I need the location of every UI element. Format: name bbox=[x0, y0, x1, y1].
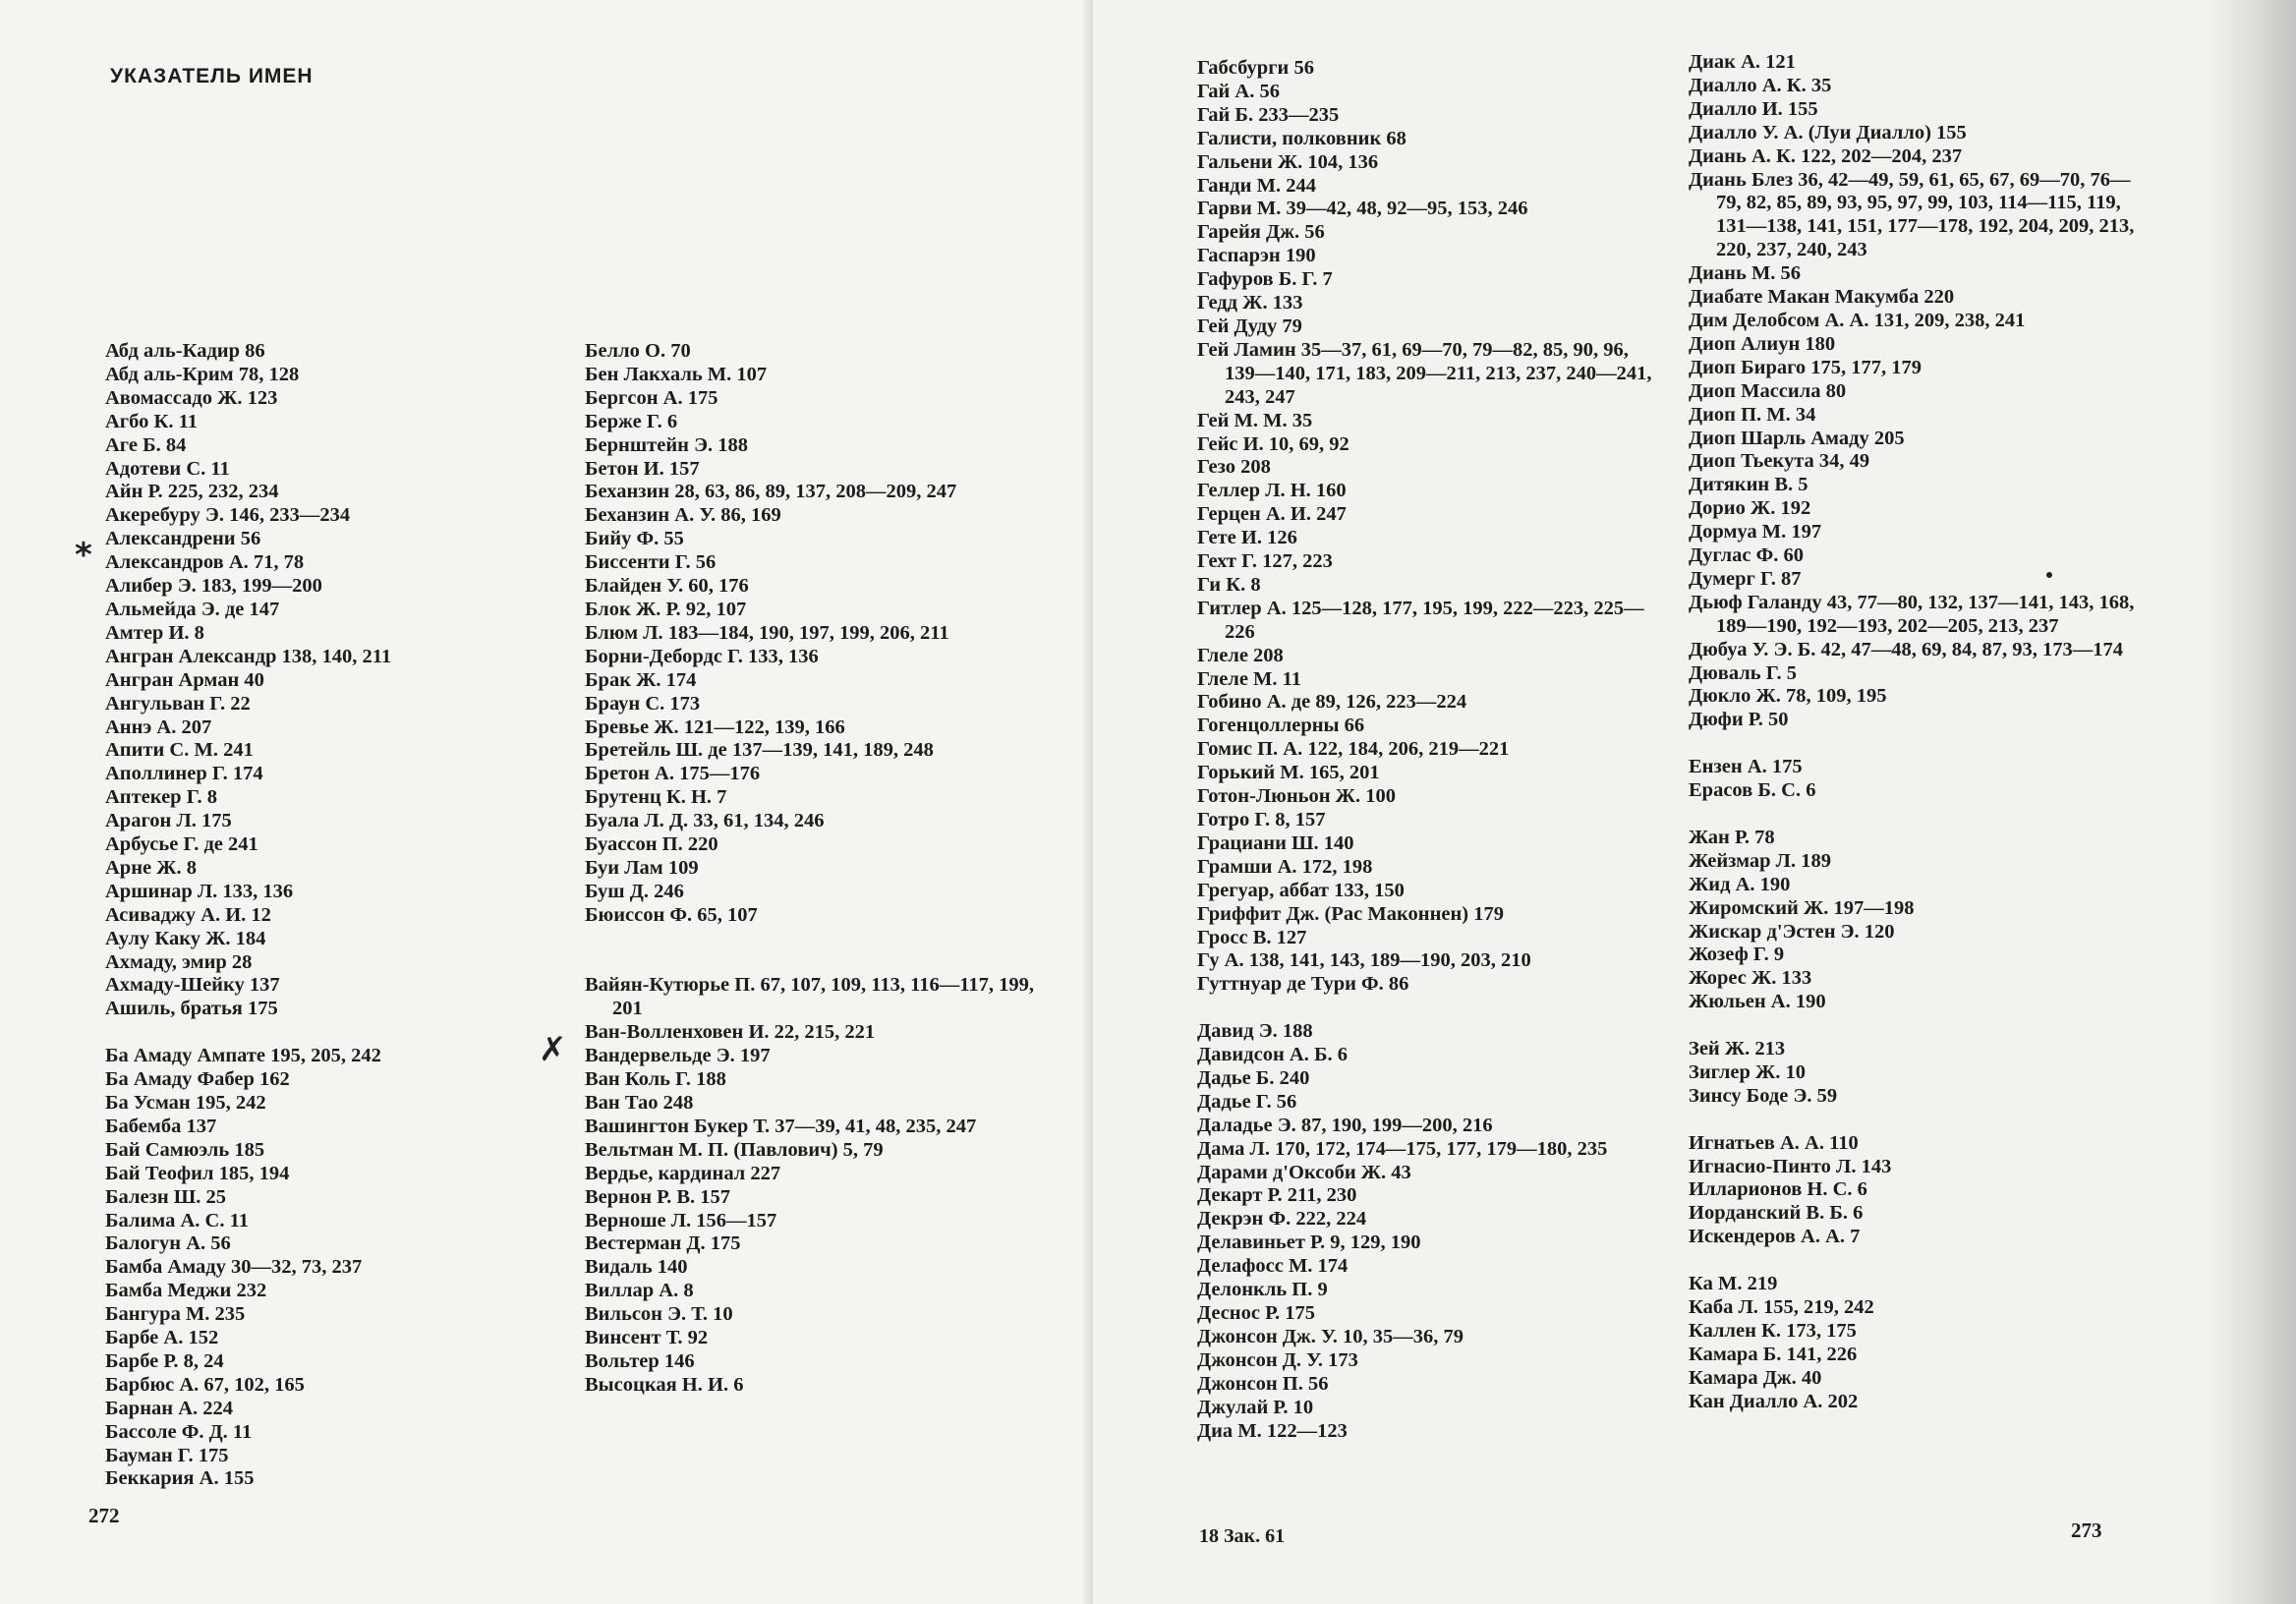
index-entry: Геллер Л. Н. 160 bbox=[1197, 480, 1347, 502]
index-entry: Глеле 208 bbox=[1197, 644, 1284, 666]
index-entry: Декрэн Ф. 222, 224 bbox=[1197, 1208, 1367, 1231]
index-entry: Бен Лакхаль М. 107 bbox=[585, 363, 768, 385]
index-entry: Гальени Ж. 104, 136 bbox=[1197, 150, 1379, 173]
index-entry: Вестерман Д. 175 bbox=[585, 1232, 741, 1255]
index-entry: Беханзин 28, 63, 86, 89, 137, 208—209, 247 bbox=[585, 481, 957, 503]
index-entry: Кан Диалло А. 202 bbox=[1689, 1390, 1859, 1412]
index-entry: Авомассадо Ж. 123 bbox=[105, 386, 278, 409]
index-entry: Габсбурги 56 bbox=[1197, 57, 1314, 79]
index-entry: Гете И. 126 bbox=[1197, 527, 1297, 549]
index-entry: Ерасов Б. С. 6 bbox=[1689, 779, 1816, 802]
index-entry: Гезо 208 bbox=[1197, 456, 1271, 479]
index-entry: Вандервельде Э. 197 bbox=[585, 1045, 771, 1067]
index-entry: Жискар д'Эстен Э. 120 bbox=[1689, 920, 1895, 943]
index-entry: Аполлинер Г. 174 bbox=[105, 763, 263, 785]
index-entry: Бергсон А. 175 bbox=[585, 386, 718, 409]
index-entry: Даладье Э. 87, 190, 199—200, 216 bbox=[1197, 1114, 1493, 1136]
index-entry: Высоцкая Н. И. 6 bbox=[585, 1373, 744, 1396]
index-entry: Гогенцоллерны 66 bbox=[1197, 715, 1365, 737]
index-entry: Дюваль Г. 5 bbox=[1689, 661, 1797, 684]
index-entry: Ахмаду, эмир 28 bbox=[105, 950, 253, 973]
index-entry: Брак Ж. 174 bbox=[585, 668, 697, 691]
index-entry: Зей Ж. 213 bbox=[1689, 1038, 1786, 1060]
index-entry: Диа М. 122—123 bbox=[1197, 1419, 1348, 1442]
index-entry: Гейс И. 10, 69, 92 bbox=[1197, 432, 1349, 455]
index-entry: Аршинар Л. 133, 136 bbox=[105, 880, 294, 902]
index-entry: Дуглас Ф. 60 bbox=[1689, 544, 1804, 567]
index-entry: Алибер Э. 183, 199—200 bbox=[105, 575, 322, 598]
index-entry: Давид Э. 188 bbox=[1197, 1020, 1313, 1043]
index-entry: Буш Д. 246 bbox=[585, 880, 684, 902]
index-entry: Арне Ж. 8 bbox=[105, 856, 198, 879]
index-entry: Гуттнуар де Тури Ф. 86 bbox=[1197, 973, 1409, 996]
index-entry: Грегуар, аббат 133, 150 bbox=[1197, 879, 1405, 901]
index-entry: Вайян-Кутюрье П. 67, 107, 109, 113, 116—117, 199, 201 bbox=[585, 974, 1034, 1020]
index-entry: Винсент Т. 92 bbox=[585, 1327, 709, 1349]
index-entry: Бамба Амаду 30—32, 73, 237 bbox=[105, 1256, 363, 1279]
index-entry: Дадье Г. 56 bbox=[1197, 1090, 1297, 1113]
index-entry: Ван Тао 248 bbox=[585, 1091, 694, 1114]
index-entry: Грациани Ш. 140 bbox=[1197, 831, 1354, 854]
left-page bbox=[0, 0, 1093, 1604]
index-entry: Альмейда Э. де 147 bbox=[105, 598, 280, 620]
index-entry: Илларионов Н. С. 6 bbox=[1689, 1178, 1867, 1201]
entry-gap bbox=[1689, 1014, 2151, 1038]
index-entry: Диоп П. М. 34 bbox=[1689, 403, 1816, 426]
entry-gap bbox=[105, 1021, 567, 1045]
index-entry: Беханзин А. У. 86, 169 bbox=[585, 504, 781, 527]
index-entry: Бретон А. 175—176 bbox=[585, 763, 761, 785]
entry-gap bbox=[1689, 1249, 2151, 1273]
index-entry: Джонсон П. 56 bbox=[1197, 1372, 1329, 1395]
index-entry: Диоп Алиун 180 bbox=[1689, 332, 1836, 355]
index-entry: Вильсон Э. Т. 10 bbox=[585, 1303, 733, 1326]
index-entry: Адотеви С. 11 bbox=[105, 457, 230, 480]
index-entry: Барнан А. 224 bbox=[105, 1397, 234, 1419]
index-entry: Ба Амаду Фабер 162 bbox=[105, 1068, 290, 1091]
index-entry: Делафосс М. 174 bbox=[1197, 1255, 1349, 1278]
index-entry: Апити С. М. 241 bbox=[105, 739, 254, 762]
index-entry: Диань А. К. 122, 202—204, 237 bbox=[1689, 144, 1963, 167]
entry-gap bbox=[585, 928, 1047, 951]
index-entry: Ван-Волленховен И. 22, 215, 221 bbox=[585, 1021, 876, 1044]
index-column-2 bbox=[585, 340, 1047, 1398]
right-page bbox=[1093, 0, 2296, 1604]
index-entry: Ензен А. 175 bbox=[1689, 756, 1803, 778]
entry-gap bbox=[1689, 1109, 2151, 1132]
index-entry: Александрени 56 bbox=[105, 528, 261, 550]
index-entry: Бангура М. 235 bbox=[105, 1303, 246, 1326]
index-entry: Гафуров Б. Г. 7 bbox=[1197, 268, 1333, 291]
margin-cross-mark: ✗ bbox=[539, 1030, 567, 1069]
index-entry: Ашиль, братья 175 bbox=[105, 998, 278, 1020]
index-entry: Бай Теофил 185, 194 bbox=[105, 1162, 290, 1184]
index-entry: Дарами д'Оксоби Ж. 43 bbox=[1197, 1161, 1411, 1183]
index-entry: Игнатьев А. А. 110 bbox=[1689, 1131, 1859, 1154]
index-entry: Ба Усман 195, 242 bbox=[105, 1091, 266, 1114]
index-entry: Диак А. 121 bbox=[1689, 51, 1796, 73]
index-entry: Дадье Б. 240 bbox=[1197, 1066, 1310, 1089]
page-edge-shadow bbox=[2208, 0, 2296, 1604]
index-entry: Бернштейн Э. 188 bbox=[585, 433, 748, 456]
index-entry: Герцен А. И. 247 bbox=[1197, 503, 1347, 526]
index-entry: Делонкль П. 9 bbox=[1197, 1279, 1328, 1301]
index-column-3 bbox=[1197, 57, 1659, 1443]
index-entry: Ангран Арман 40 bbox=[105, 668, 264, 691]
index-entry: Гехт Г. 127, 223 bbox=[1197, 550, 1333, 573]
index-entry: Диалло У. А. (Луи Диалло) 155 bbox=[1689, 121, 1967, 143]
index-entry: Бретейль Ш. де 137—139, 141, 189, 248 bbox=[585, 739, 934, 762]
index-entry: Дитякин В. 5 bbox=[1689, 474, 1808, 496]
index-entry: Дьюф Галанду 43, 77—80, 132, 137—141, 143, 168, 189—190, 192—193, 202—205, 213, 237 bbox=[1689, 591, 2135, 637]
index-entry: Берже Г. 6 bbox=[585, 410, 678, 432]
index-entry: Александров А. 71, 78 bbox=[105, 551, 305, 574]
index-entry: Ангран Александр 138, 140, 211 bbox=[105, 645, 392, 667]
index-entry: Каба Л. 155, 219, 242 bbox=[1689, 1295, 1874, 1318]
index-entry: Гарейя Дж. 56 bbox=[1197, 221, 1325, 244]
index-entry: Бетон И. 157 bbox=[585, 457, 700, 480]
ink-speck bbox=[2046, 572, 2052, 578]
index-entry: Брутенц К. Н. 7 bbox=[585, 786, 727, 809]
index-entry: Давидсон А. Б. 6 bbox=[1197, 1044, 1348, 1066]
index-entry: Жиромский Ж. 197—198 bbox=[1689, 896, 1915, 919]
index-entry: Каллен К. 173, 175 bbox=[1689, 1319, 1857, 1342]
index-entry: Галисти, полковник 68 bbox=[1197, 127, 1406, 149]
index-entry: Дим Делобсом А. А. 131, 209, 238, 241 bbox=[1689, 309, 2026, 331]
index-entry: Готон-Люньон Ж. 100 bbox=[1197, 785, 1396, 808]
page-number-right: 273 bbox=[2071, 1518, 2102, 1542]
index-entry: Диоп Тьекута 34, 49 bbox=[1689, 450, 1870, 473]
index-entry: Деснос Р. 175 bbox=[1197, 1302, 1316, 1325]
index-entry: Вельтман М. П. (Павлович) 5, 79 bbox=[585, 1138, 884, 1161]
index-entry: Жан Р. 78 bbox=[1689, 826, 1775, 848]
index-entry: Гросс В. 127 bbox=[1197, 926, 1307, 948]
index-entry: Диоп Бираго 175, 177, 179 bbox=[1689, 356, 1923, 378]
index-entry: Жюльен А. 190 bbox=[1689, 991, 1826, 1013]
index-entry: Аннэ А. 207 bbox=[105, 716, 212, 738]
index-column-1 bbox=[105, 340, 567, 1491]
index-entry: Барбюс А. 67, 102, 165 bbox=[105, 1373, 305, 1396]
index-entry: Бюиссон Ф. 65, 107 bbox=[585, 903, 758, 926]
index-entry: Гарви М. 39—42, 48, 92—95, 153, 246 bbox=[1197, 198, 1528, 220]
index-entry: Жид А. 190 bbox=[1689, 873, 1791, 895]
signature-mark: 18 Зак. 61 bbox=[1199, 1525, 1286, 1547]
index-entry: Аптекер Г. 8 bbox=[105, 786, 217, 809]
index-entry: Гей Дуду 79 bbox=[1197, 315, 1302, 337]
index-entry: Блайден У. 60, 176 bbox=[585, 575, 749, 598]
index-entry: Вольтер 146 bbox=[585, 1349, 695, 1372]
index-entry: Вердье, кардинал 227 bbox=[585, 1162, 781, 1184]
entry-gap bbox=[1689, 803, 2151, 827]
index-entry: Гай А. 56 bbox=[1197, 80, 1280, 102]
index-entry: Борни-Дебордс Г. 133, 136 bbox=[585, 645, 819, 667]
index-entry: Диоп Массила 80 bbox=[1689, 379, 1847, 402]
index-entry: Гай Б. 233—235 bbox=[1197, 103, 1340, 126]
index-entry: Иорданский В. Б. 6 bbox=[1689, 1202, 1864, 1225]
index-entry: Ба Амаду Ампате 195, 205, 242 bbox=[105, 1045, 381, 1067]
index-entry: Гобино А. де 89, 126, 223—224 bbox=[1197, 691, 1467, 714]
entry-gap bbox=[585, 951, 1047, 975]
index-entry: Амтер И. 8 bbox=[105, 621, 204, 644]
index-entry: Игнасио-Пинто Л. 143 bbox=[1689, 1155, 1892, 1177]
index-entry: Ги К. 8 bbox=[1197, 573, 1261, 596]
index-entry: Грамши А. 172, 198 bbox=[1197, 855, 1373, 878]
index-entry: Камара Б. 141, 226 bbox=[1689, 1343, 1858, 1365]
index-entry: Балезн Ш. 25 bbox=[105, 1185, 227, 1208]
index-entry: Дюфи Р. 50 bbox=[1689, 709, 1789, 731]
index-entry: Бай Самюэль 185 bbox=[105, 1138, 265, 1161]
index-entry: Блюм Л. 183—184, 190, 197, 199, 206, 211 bbox=[585, 621, 949, 644]
index-entry: Диабате Макан Макумба 220 bbox=[1689, 286, 1955, 309]
index-entry: Балогун А. 56 bbox=[105, 1232, 231, 1255]
index-entry: Ван Коль Г. 188 bbox=[585, 1068, 726, 1091]
index-entry: Барбе Р. 8, 24 bbox=[105, 1349, 224, 1372]
index-entry: Блок Ж. Р. 92, 107 bbox=[585, 598, 747, 620]
index-entry: Арагон Л. 175 bbox=[105, 810, 232, 832]
page-number-left: 272 bbox=[88, 1504, 120, 1527]
index-entry: Дюкло Ж. 78, 109, 195 bbox=[1689, 685, 1887, 708]
index-entry: Гей Ламин 35—37, 61, 69—70, 79—82, 85, 90, 96, 139—140, 171, 183, 209—211, 213, 237, 240—241, 243, 247 bbox=[1197, 338, 1652, 408]
index-entry: Бассоле Ф. Д. 11 bbox=[105, 1420, 253, 1443]
index-entry: Делавиньет Р. 9, 129, 190 bbox=[1197, 1232, 1421, 1254]
index-entry: Джонсон Дж. У. 10, 35—36, 79 bbox=[1197, 1325, 1464, 1347]
index-entry: Жейзмар Л. 189 bbox=[1689, 849, 1831, 872]
index-entry: Зиглер Ж. 10 bbox=[1689, 1060, 1807, 1083]
index-entry: Верноше Л. 156—157 bbox=[585, 1209, 777, 1232]
index-entry: Бауман Г. 175 bbox=[105, 1444, 229, 1466]
index-entry: Виллар А. 8 bbox=[585, 1280, 694, 1302]
index-entry: Буи Лам 109 bbox=[585, 856, 699, 879]
index-entry: Вернон Р. В. 157 bbox=[585, 1185, 731, 1208]
index-entry: Готро Г. 8, 157 bbox=[1197, 809, 1326, 831]
index-entry: Буала Л. Д. 33, 61, 134, 246 bbox=[585, 810, 825, 832]
index-entry: Дормуа М. 197 bbox=[1689, 521, 1822, 544]
entry-gap bbox=[1689, 732, 2151, 756]
index-entry: Айн Р. 225, 232, 234 bbox=[105, 481, 279, 503]
index-entry: Асиваджу А. И. 12 bbox=[105, 903, 271, 926]
index-entry: Джулай Р. 10 bbox=[1197, 1396, 1314, 1418]
index-entry: Арбусье Г. де 241 bbox=[105, 833, 258, 856]
index-entry: Агбо К. 11 bbox=[105, 410, 198, 432]
index-entry: Ка М. 219 bbox=[1689, 1273, 1778, 1295]
index-entry: Абд аль-Кадир 86 bbox=[105, 340, 265, 362]
index-entry: Аге Б. 84 bbox=[105, 433, 187, 456]
index-entry: Жорес Ж. 133 bbox=[1689, 967, 1812, 990]
index-entry: Диань Блез 36, 42—49, 59, 61, 65, 67, 69—70, 76—79, 82, 85, 89, 93, 95, 97, 99, 103, 114—115, 119, 131—138, 141, 151, 177—178, 192, 204, 209, 213, 220, 237, 240, 243 bbox=[1689, 168, 2135, 261]
index-entry: Акеребуру Э. 146, 233—234 bbox=[105, 504, 351, 527]
index-entry: Гу А. 138, 141, 143, 189—190, 203, 210 bbox=[1197, 949, 1531, 972]
index-entry: Ахмаду-Шейку 137 bbox=[105, 974, 280, 997]
index-entry: Диалло А. К. 35 bbox=[1689, 74, 1832, 96]
index-entry: Дама Л. 170, 172, 174—175, 177, 179—180, 235 bbox=[1197, 1137, 1608, 1160]
index-entry: Зинсу Боде Э. 59 bbox=[1689, 1084, 1838, 1107]
index-entry: Диоп Шарль Амаду 205 bbox=[1689, 427, 1905, 449]
index-entry: Беккария А. 155 bbox=[105, 1467, 255, 1490]
index-entry: Буассон П. 220 bbox=[585, 833, 718, 856]
index-entry: Искендеров А. А. 7 bbox=[1689, 1226, 1861, 1248]
index-entry: Браун С. 173 bbox=[585, 692, 701, 715]
index-column-4 bbox=[1689, 51, 2151, 1413]
index-entry: Бабемба 137 bbox=[105, 1115, 217, 1137]
index-entry: Бревье Ж. 121—122, 139, 166 bbox=[585, 716, 845, 738]
index-entry: Абд аль-Крим 78, 128 bbox=[105, 363, 300, 385]
index-entry: Биссенти Г. 56 bbox=[585, 551, 717, 574]
index-entry: Гедд Ж. 133 bbox=[1197, 292, 1303, 315]
index-entry: Диалло И. 155 bbox=[1689, 97, 1818, 120]
index-entry: Видаль 140 bbox=[585, 1256, 688, 1279]
index-entry: Джонсон Д. У. 173 bbox=[1197, 1348, 1358, 1371]
index-entry: Глеле М. 11 bbox=[1197, 667, 1302, 690]
index-entry: Горький М. 165, 201 bbox=[1197, 762, 1380, 784]
index-entry: Барбе А. 152 bbox=[105, 1327, 219, 1349]
index-entry: Дорио Ж. 192 bbox=[1689, 497, 1811, 520]
index-entry: Гриффит Дж. (Рас Маконнен) 179 bbox=[1197, 902, 1505, 925]
index-entry: Гей М. М. 35 bbox=[1197, 409, 1313, 431]
index-entry: Бамба Меджи 232 bbox=[105, 1280, 267, 1302]
index-entry: Жозеф Г. 9 bbox=[1689, 944, 1785, 966]
index-entry: Ангульван Г. 22 bbox=[105, 692, 251, 715]
index-entry: Гомис П. А. 122, 184, 206, 219—221 bbox=[1197, 738, 1510, 761]
index-entry: Аулу Каку Ж. 184 bbox=[105, 927, 266, 949]
index-entry: Камара Дж. 40 bbox=[1689, 1366, 1822, 1389]
index-entry: Диань М. 56 bbox=[1689, 262, 1802, 285]
index-entry: Бийу Ф. 55 bbox=[585, 528, 684, 550]
index-entry: Декарт Р. 211, 230 bbox=[1197, 1184, 1357, 1207]
entry-gap bbox=[1197, 997, 1659, 1020]
margin-asterisk-mark: * bbox=[75, 536, 92, 575]
index-entry: Белло О. 70 bbox=[585, 340, 691, 362]
index-entry: Балима А. С. 11 bbox=[105, 1209, 249, 1232]
index-entry: Гитлер А. 125—128, 177, 195, 199, 222—223, 225—226 bbox=[1197, 597, 1644, 643]
index-entry: Гаспарэн 190 bbox=[1197, 245, 1316, 267]
index-entry: Вашингтон Букер Т. 37—39, 41, 48, 235, 247 bbox=[585, 1115, 977, 1137]
index-entry: Ганди М. 244 bbox=[1197, 174, 1316, 197]
index-heading: УКАЗАТЕЛЬ ИМЕН bbox=[110, 65, 314, 87]
index-entry: Думерг Г. 87 bbox=[1689, 567, 1802, 590]
index-entry: Дюбуа У. Э. Б. 42, 47—48, 69, 84, 87, 93, 173—174 bbox=[1689, 638, 2124, 660]
